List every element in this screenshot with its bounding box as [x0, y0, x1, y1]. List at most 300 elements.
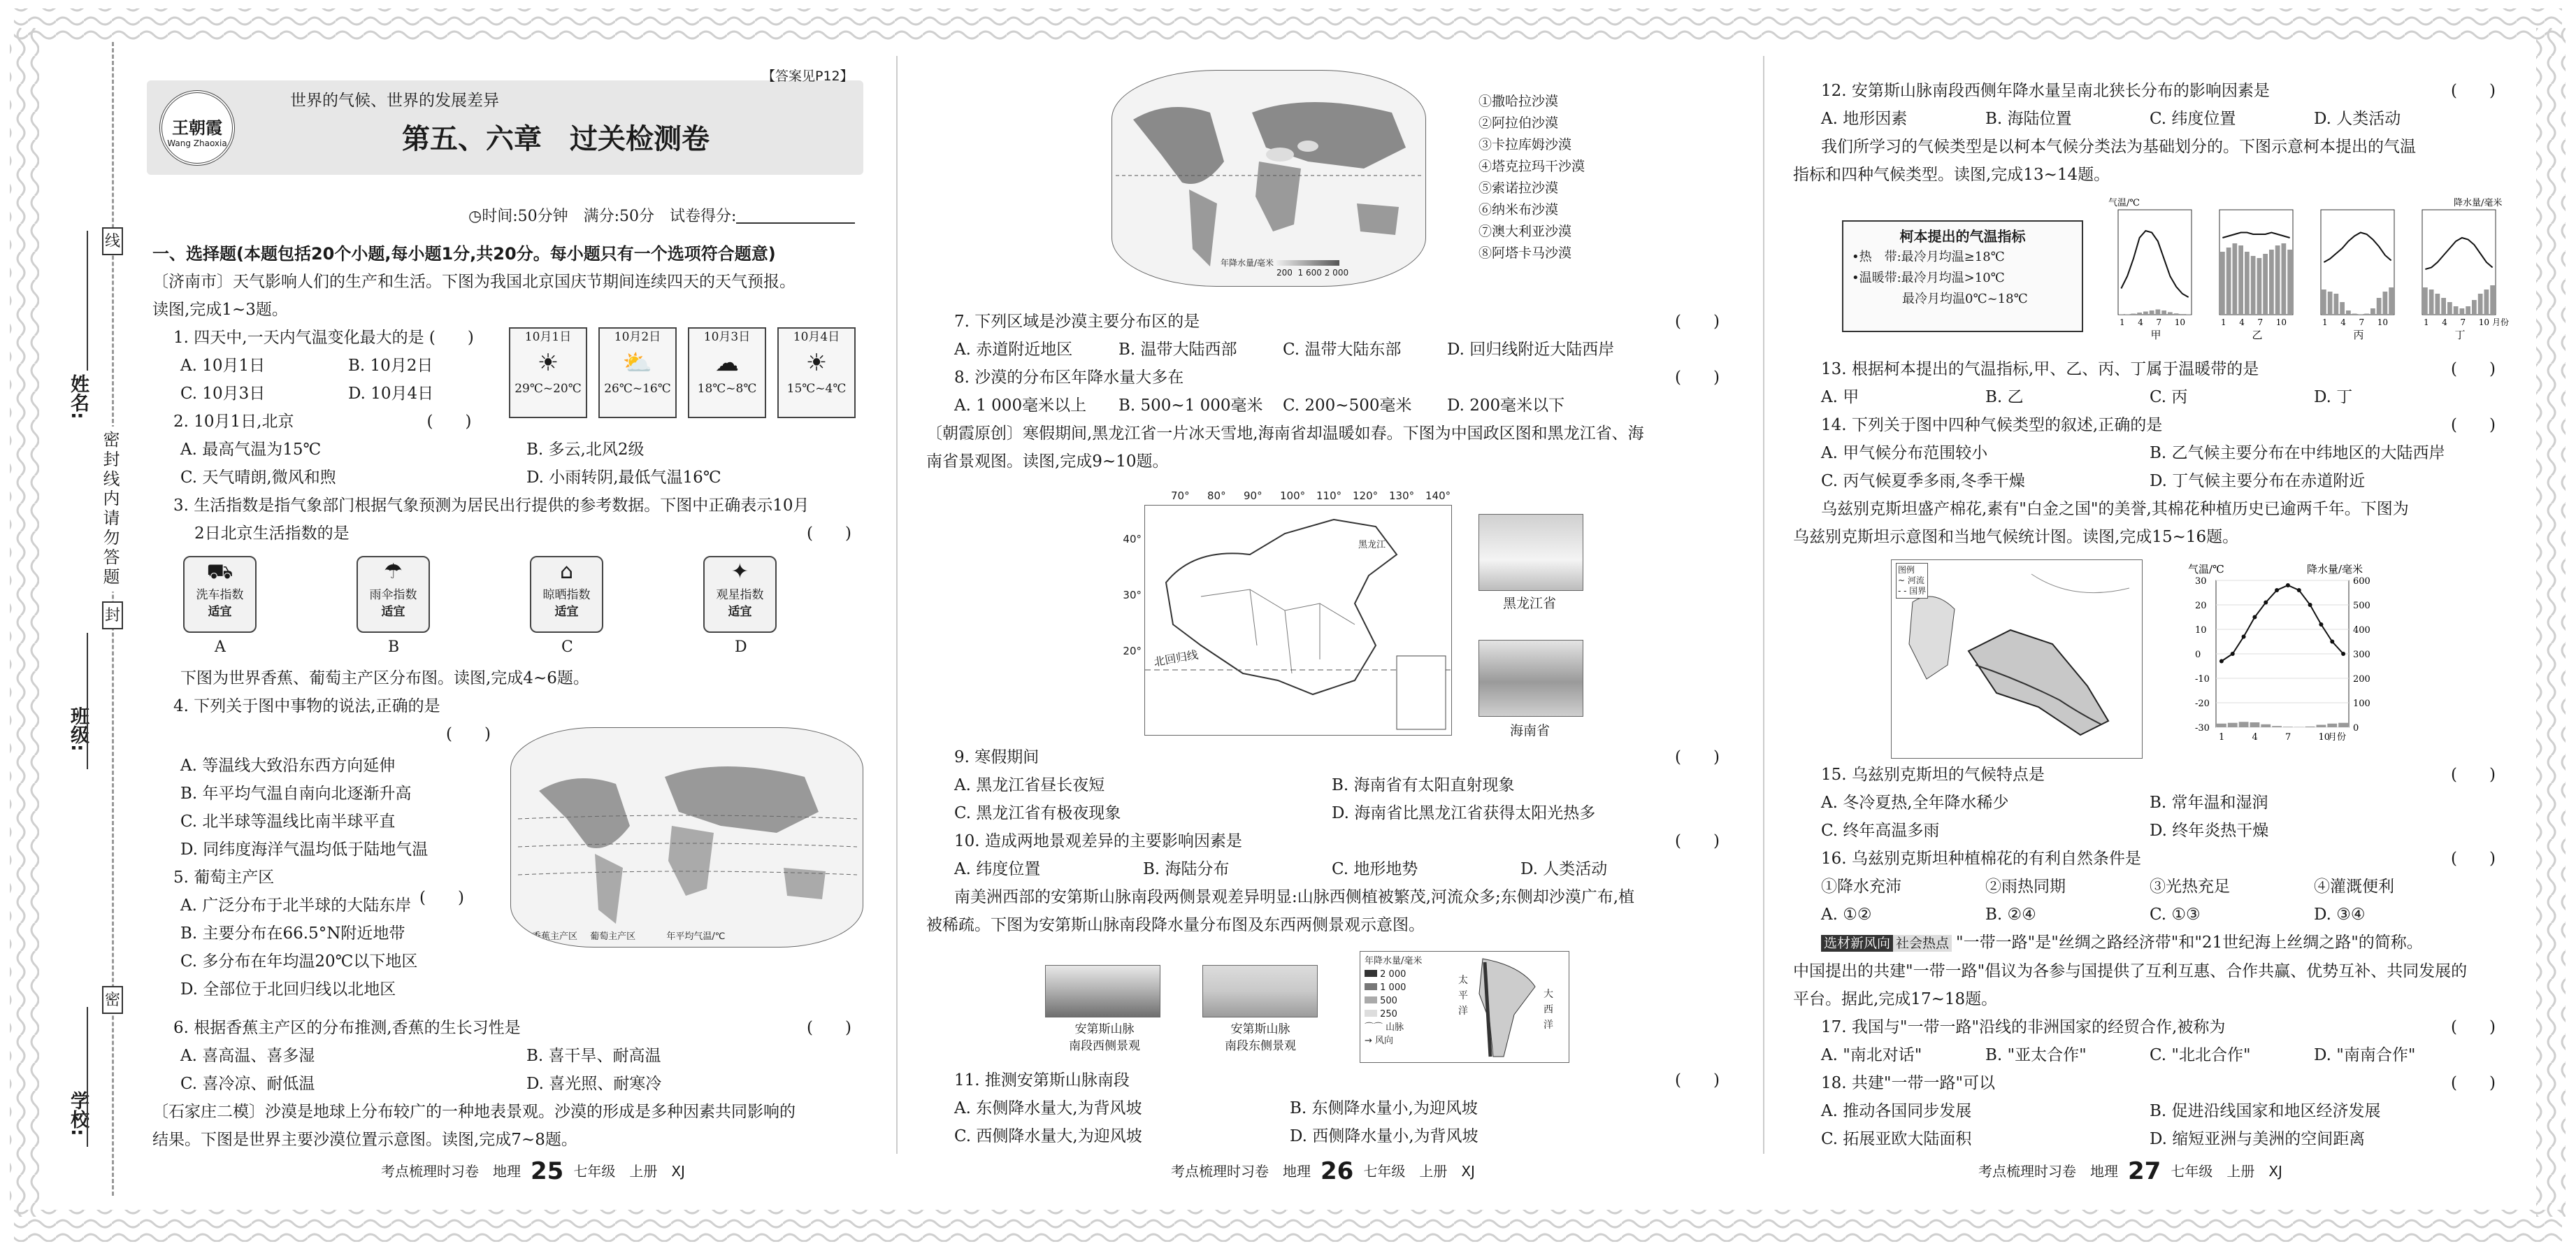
climate-chart: [2118, 210, 2192, 341]
column-divider: [896, 56, 898, 1154]
forecast-card: [509, 327, 587, 418]
option[interactable]: C. 北半球等温线比南半球平直: [180, 813, 396, 831]
footer-left: 考点梳理时习卷 地理: [1978, 1163, 2118, 1180]
hlj-photo: [1478, 514, 1583, 591]
uz-month-tick: 10: [2318, 732, 2331, 743]
option[interactable]: B. 促进沿线国家和地区经济发展: [2150, 1102, 2381, 1120]
question-11: 11. 推测安第斯山脉南段: [954, 1071, 1130, 1089]
question-7: 7. 下列区域是沙漠主要分布区的是: [954, 313, 1200, 331]
climate-charts-svg: [2104, 196, 2524, 343]
option[interactable]: A. 纬度位置: [954, 860, 1041, 878]
climate-name: 丙: [2353, 329, 2364, 341]
life-index-name: 洗车指数: [196, 588, 244, 602]
ocean-char: 洋: [1458, 1006, 1468, 1017]
question-8: 8. 沙漠的分布区年降水量大多在: [954, 369, 1184, 387]
answer-paren[interactable]: ( ): [1675, 832, 1720, 850]
precip-bar: [2334, 294, 2339, 315]
andes-west-caption: [1052, 1021, 1157, 1055]
uz-legend-item: 河流: [1907, 576, 1924, 585]
choice-letter: D: [735, 638, 747, 656]
option[interactable]: D. 同纬度海洋气温均低于陆地气温: [180, 841, 429, 859]
desert-legend-item: ①撒哈拉沙漠: [1478, 94, 1559, 109]
option[interactable]: A. 甲: [1821, 388, 1859, 406]
uz-month-tick: 4: [2252, 732, 2258, 743]
koppen-line: •温暖带:最冷月均温>10℃: [1852, 271, 2005, 285]
answer-paren[interactable]: ( ): [2451, 1018, 2496, 1036]
seal-mark: 密: [102, 986, 123, 1014]
precip-bar: [2460, 308, 2465, 315]
option[interactable]: D. 丁: [2314, 388, 2353, 406]
option[interactable]: B. 500~1 000毫米: [1118, 396, 1263, 415]
precip-bar: [2441, 298, 2446, 315]
uz-precip-tick: 200: [2353, 674, 2370, 685]
score-field[interactable]: [736, 222, 855, 224]
ocean-char: 西: [1544, 1004, 1553, 1015]
option[interactable]: C. 200~500毫米: [1283, 396, 1412, 415]
temp-line: [2425, 238, 2492, 269]
precip-bar: [2131, 314, 2136, 315]
intro-11-12: 南美洲西部的安第斯山脉南段两侧景观差异明显:山脉西侧植被繁茂,河流众多;东侧却沙漠广布,植: [954, 888, 1635, 906]
uz-precip-bar: [2239, 722, 2249, 727]
ocean-char: 大: [1544, 989, 1553, 1000]
option[interactable]: A. 1 000毫米以上: [954, 396, 1087, 415]
uz-temp-tick: -10: [2195, 674, 2210, 685]
latitude-tick: 20°: [1123, 645, 1142, 657]
page-title: 第五、六章 过关检测卷: [402, 123, 710, 155]
uz-precip-tick: 600: [2353, 576, 2370, 587]
longitude-tick: 80°: [1207, 489, 1226, 502]
option[interactable]: D. 全部位于北回归线以北地区: [180, 980, 396, 999]
forecast-temp: 18℃~8℃: [697, 382, 757, 396]
month-unit: 月份: [2492, 317, 2510, 327]
option[interactable]: B. 喜干旱、耐高温: [526, 1047, 661, 1065]
precip-bar: [2251, 256, 2256, 315]
legend-grape: 葡萄主产区: [590, 931, 636, 942]
option[interactable]: D. 10月4日: [348, 385, 434, 403]
precip-bar: [2150, 310, 2154, 315]
option[interactable]: B. 海陆位置: [1985, 110, 2072, 128]
choice-letter: B: [388, 638, 400, 656]
china-political-map: [1123, 489, 1454, 738]
option[interactable]: C. 喜冷凉、耐低温: [180, 1075, 315, 1093]
question-2: 2. 10月1日,北京: [173, 413, 294, 431]
life-index-card[interactable]: [703, 556, 777, 633]
desert-legend-item: ⑦澳大利亚沙漠: [1478, 224, 1572, 239]
longitude-tick: 100°: [1280, 489, 1306, 502]
precip-bar: [2377, 298, 2382, 315]
scale-value: 200: [1276, 268, 1293, 278]
name-field[interactable]: [87, 231, 88, 371]
precip-bar: [2143, 312, 2148, 315]
rain-legend-label: 风向: [1375, 1036, 1394, 1046]
q4-q5-options: [173, 752, 516, 1003]
answer-paren[interactable]: ( ): [1675, 369, 1720, 387]
rain-legend: 年降水量/毫米 2 000 1 000 500 250 ⌒⌒ 山脉 → 风向: [1365, 956, 1423, 1046]
precip-bar: [2186, 314, 2191, 315]
month-tick: 10: [2377, 317, 2389, 327]
life-index-name: 观星指数: [716, 588, 764, 602]
answer-paren[interactable]: ( ): [2451, 82, 2496, 100]
month-tick: 7: [2156, 317, 2162, 327]
question-12: 12. 安第斯山脉南段西侧年降水量呈南北狭长分布的影响因素是: [1821, 82, 2270, 100]
answer-paren[interactable]: ( ): [2451, 360, 2496, 378]
option[interactable]: C. 丙气候夏季多雨,冬季干燥: [1821, 472, 2025, 490]
answer-paren[interactable]: ( ): [429, 329, 474, 347]
desert-legend-item: ⑥纳米布沙漠: [1478, 202, 1559, 217]
life-index-value: 适宜: [381, 605, 405, 619]
option[interactable]: A. 喜高温、喜多湿: [180, 1047, 315, 1065]
precip-bar: [2245, 252, 2250, 315]
logo-sub: Wang Zhaoxia: [167, 138, 227, 148]
precip-bar: [2238, 245, 2243, 315]
scale-title: 年降水量/毫米: [1221, 258, 1274, 268]
page-25-body: [152, 240, 872, 324]
option[interactable]: A. 冬冷夏热,全年降水稀少: [1821, 794, 2009, 812]
logo-text: 王朝霞: [172, 117, 222, 138]
option[interactable]: B. 常年温和湿润: [2150, 794, 2268, 812]
answer-paren[interactable]: ( ): [419, 889, 464, 907]
class-label: 班级:: [67, 706, 89, 752]
precip-bar: [2472, 300, 2477, 315]
precip-bar: [2233, 243, 2238, 315]
forecast-card: [777, 327, 856, 418]
precip-bar: [2174, 313, 2179, 315]
question-3: 3. 生活指数是指气象部门根据气象预测为居民出行提供的参考数据。下图中正确表示10月: [173, 496, 810, 515]
option[interactable]: D. 海南省比黑龙江省获得太阳光热多: [1332, 804, 1596, 822]
ocean-char: 洋: [1544, 1020, 1553, 1031]
page-26-body: [926, 308, 1741, 476]
longitude-labels: [1171, 489, 1451, 505]
answer-paren[interactable]: ( ): [2451, 766, 2496, 784]
answer-paren[interactable]: ( ): [446, 725, 491, 743]
seal-mark: 封: [102, 601, 123, 629]
uz-temp-tick: 30: [2195, 576, 2207, 587]
precip-bar: [2269, 250, 2274, 315]
option[interactable]: B. 年平均气温自南向北逐渐升高: [180, 785, 412, 803]
longitude-tick: 90°: [1244, 489, 1262, 502]
temp-line: [2222, 233, 2289, 238]
option[interactable]: B. 主要分布在66.5°N附近地带: [180, 924, 405, 943]
precip-bar: [2119, 314, 2124, 315]
uz-map-svg: [1892, 560, 2143, 759]
hlj-map-label: 黑龙江: [1358, 540, 1386, 550]
q6-block: [152, 1014, 872, 1154]
life-index-card[interactable]: [183, 556, 257, 633]
uz-precip-bar: [2217, 724, 2226, 727]
option[interactable]: C. 西侧降水量大,为迎风坡: [954, 1127, 1142, 1145]
ocean-atlantic: [1544, 987, 1553, 1033]
q1-q2-block: [152, 324, 516, 436]
option[interactable]: A. 地形因素: [1821, 110, 1908, 128]
option[interactable]: B. 乙气候主要分布在中纬地区的大陆西岸: [2150, 444, 2445, 462]
option[interactable]: D. "南南合作": [2314, 1046, 2416, 1064]
footer-right: 七年级 上册 XJ: [573, 1163, 685, 1180]
option[interactable]: A. ①②: [1821, 906, 1872, 924]
month-tick: 7: [2460, 317, 2466, 327]
answer-paren[interactable]: ( ): [2451, 850, 2496, 868]
andes-east-caption: [1208, 1021, 1313, 1055]
precip-bar: [2226, 248, 2231, 315]
rain-legend-label: 山脉: [1386, 1022, 1404, 1033]
option[interactable]: D. 200毫米以下: [1447, 396, 1565, 415]
uz-precip-tick: 400: [2353, 625, 2370, 636]
page-number: 25: [531, 1157, 564, 1185]
precip-bar: [2137, 313, 2142, 315]
page-footer: [1978, 1157, 2282, 1185]
longitude-tick: 130°: [1389, 489, 1415, 502]
life-icon: ✦: [731, 559, 749, 584]
statement: ①降水充沛: [1821, 878, 1901, 896]
month-tick: 10: [2478, 317, 2490, 327]
option[interactable]: B. "亚太合作": [1985, 1046, 2087, 1064]
life-icon: ☂: [384, 559, 403, 584]
china-map-svg: [1145, 506, 1452, 736]
option[interactable]: A. 10月1日: [180, 357, 266, 375]
life-index-card[interactable]: [530, 556, 603, 633]
uz-temp-tick: -30: [2195, 723, 2210, 734]
scale-value: 1 600: [1297, 268, 1322, 278]
intro-13-14b: 指标和四种气候类型。读图,完成13~14题。: [1793, 166, 2110, 184]
option[interactable]: B. 海陆分布: [1143, 860, 1230, 878]
option[interactable]: D. 人类活动: [2314, 110, 2401, 128]
answer-paren[interactable]: ( ): [1675, 313, 1720, 331]
precip-bar: [2364, 314, 2369, 315]
uz-precip-bar: [2338, 723, 2348, 727]
intro-7-8: 〔石家庄二模〕沙漠是地球上分布较广的一种地表景观。沙漠的形成是多种因素共同影响的: [152, 1103, 796, 1121]
option[interactable]: B. 温带大陆西部: [1118, 341, 1237, 359]
precip-axis-label: 降水量/毫米: [2454, 198, 2503, 208]
precip-bar: [2168, 312, 2173, 315]
question-6: 6. 根据香蕉主产区的分布推测,香蕉的生长习性是: [173, 1019, 521, 1037]
option[interactable]: B. ②④: [1985, 906, 2036, 924]
intro-17-18b: 中国提出的共建"一带一路"倡议为各参与国提供了互利互惠、合作共赢、优势互补、共同发展的: [1793, 962, 2468, 980]
intro-17-18: "一带一路"是"丝绸之路经济带"和"21世纪海上丝绸之路"的简称。: [1956, 934, 2423, 952]
option[interactable]: C. 多分布在年均温20℃以下地区: [180, 952, 418, 971]
option[interactable]: A. 赤道附近地区: [954, 341, 1073, 359]
intro-7-8b: 结果。下图是世界主要沙漠位置示意图。读图,完成7~8题。: [152, 1131, 577, 1149]
forecast-temp: 15℃~4℃: [786, 382, 847, 396]
option[interactable]: B. 海南省有太阳直射现象: [1332, 776, 1515, 794]
rain-legend-title: 年降水量/毫米: [1365, 956, 1423, 966]
precip-bar: [2389, 287, 2394, 315]
option[interactable]: D. 缩短亚洲与美洲的空间距离: [2150, 1130, 2366, 1148]
forecast-card: [598, 327, 677, 418]
option[interactable]: B. 东侧降水量小,为迎风坡: [1290, 1099, 1478, 1117]
intro-15-16b: 乌兹别克斯坦示意图和当地气候统计图。读图,完成15~16题。: [1793, 528, 2239, 546]
precip-bar: [2180, 314, 2185, 315]
option[interactable]: C. "北北合作": [2150, 1046, 2251, 1064]
climate-chart: [2219, 210, 2293, 341]
option[interactable]: A. 东侧降水量大,为背风坡: [954, 1099, 1142, 1117]
desert-legend-item: ③卡拉库姆沙漠: [1478, 137, 1572, 152]
answer-paren[interactable]: ( ): [807, 1019, 851, 1037]
life-icon: ⛟: [206, 559, 233, 584]
intro-11-12b: 被稀疏。下图为安第斯山脉南段降水量分布图及东西两侧景观示意图。: [926, 916, 1425, 934]
rain-value: 2 000: [1380, 969, 1406, 980]
option[interactable]: C. ①③: [2150, 906, 2201, 924]
option[interactable]: C. 黑龙江省有极夜现象: [954, 804, 1121, 822]
banana-grape-world-map: [510, 727, 863, 948]
answer-paren[interactable]: ( ): [1675, 748, 1720, 766]
option[interactable]: A. "南北对话": [1821, 1046, 1922, 1064]
option[interactable]: A. 等温线大致沿东西方向延伸: [180, 757, 396, 775]
china-map-frame: [1144, 505, 1452, 736]
uz-temp-label: 气温/℃: [2188, 563, 2224, 576]
option[interactable]: D. 人类活动: [1520, 860, 1608, 878]
climate-name: 甲: [2150, 329, 2161, 341]
option[interactable]: C. 丙: [2150, 388, 2188, 406]
exam-meta: [468, 204, 855, 226]
ocean-char: 太: [1458, 975, 1468, 986]
life-index-value: 适宜: [554, 605, 579, 619]
uz-precip-tick: 500: [2353, 601, 2370, 611]
koppen-line: 最冷月均温0℃~18℃: [1902, 292, 2028, 306]
seal-mark: 线: [102, 227, 123, 255]
column-divider: [1763, 56, 1764, 1154]
class-field[interactable]: [87, 633, 88, 769]
scale-bar: [1221, 258, 1348, 278]
question-13: 13. 根据柯本提出的气温指标,甲、乙、丙、丁属于温暖带的是: [1821, 360, 2259, 378]
desert-legend-item: ⑧阿塔卡马沙漠: [1478, 245, 1572, 261]
month-tick: 1: [2120, 317, 2125, 327]
page-number: 27: [2128, 1157, 2161, 1185]
option[interactable]: D. 小雨转阴,最低气温16℃: [526, 469, 721, 487]
climate-chart: [2321, 210, 2394, 341]
forecast-date: 10月1日: [524, 330, 572, 344]
page-footer: [381, 1157, 685, 1185]
precip-bar: [2257, 258, 2262, 315]
option[interactable]: D. ③④: [2314, 906, 2366, 924]
temp-line: [2121, 231, 2188, 297]
answer-paren[interactable]: ( ): [807, 524, 851, 543]
month-tick: 4: [2138, 317, 2143, 327]
uz-temp-tick: -20: [2195, 699, 2210, 709]
intro-9-10b: 南省景观图。读图,完成9~10题。: [926, 452, 1169, 471]
uz-temp-tick: 20: [2195, 601, 2207, 611]
hn-caption: 海南省: [1510, 723, 1550, 738]
uz-temp-line: [2222, 585, 2343, 662]
footer-left: 考点梳理时习卷 地理: [381, 1163, 521, 1180]
precip-bar: [2352, 314, 2357, 315]
precip-bar: [2220, 252, 2225, 315]
andes-west-photo: [1045, 965, 1160, 1017]
answer-paren[interactable]: ( ): [2451, 1074, 2496, 1092]
option[interactable]: C. 拓展亚欧大陆面积: [1821, 1130, 1972, 1148]
weather-icon: ☀: [805, 349, 828, 377]
option[interactable]: A. 甲气候分布范围较小: [1821, 444, 1988, 462]
climate-name: 乙: [2252, 329, 2263, 341]
longitude-tick: 120°: [1353, 489, 1379, 502]
option[interactable]: D. 西侧降水量小,为背风坡: [1290, 1127, 1478, 1145]
ocean-pacific: [1458, 973, 1468, 1019]
caption-line: 安第斯山脉: [1230, 1022, 1290, 1036]
option[interactable]: A. 广泛分布于北半球的大陆东岸: [180, 896, 412, 915]
uz-precip-bar: [2317, 725, 2326, 728]
forecast-date: 10月2日: [614, 330, 661, 344]
option[interactable]: C. 天气晴朗,微风和煦: [180, 469, 336, 487]
option[interactable]: B. 乙: [1985, 388, 2024, 406]
intro-4-6-text: 下图为世界香蕉、葡萄主产区分布图。读图,完成4~6题。: [180, 669, 589, 687]
precip-bar: [2466, 306, 2470, 315]
intro-13-14: 我们所学习的气候类型是以柯本气候分类法为基础划分的。下图示意柯本提出的气温: [1821, 138, 2416, 156]
option[interactable]: D. 丁气候主要分布在赤道附近: [2150, 472, 2366, 490]
name-label: 姓名:: [67, 374, 89, 420]
option[interactable]: D. 喜光照、耐寒冷: [526, 1075, 662, 1093]
longitude-tick: 70°: [1171, 489, 1190, 502]
option[interactable]: C. 地形地势: [1332, 860, 1418, 878]
month-tick: 7: [2257, 317, 2264, 327]
question-16: 16. 乌兹别克斯坦种植棉花的有利自然条件是: [1821, 850, 2141, 868]
logo: [159, 90, 235, 166]
option[interactable]: A. 推动各国同步发展: [1821, 1102, 1972, 1120]
weather-icon: ⛅: [622, 349, 653, 377]
q2-options: [152, 436, 872, 492]
option[interactable]: D. 回归线附近大陆西岸: [1447, 341, 1615, 359]
footer-right: 七年级 上册 XJ: [2171, 1163, 2282, 1180]
forecast-temp: 26℃~16℃: [604, 382, 671, 396]
precip-bar: [2423, 287, 2428, 315]
life-index-row: [183, 556, 812, 661]
q11-block: [926, 1066, 1741, 1150]
koppen-line: •热 带:最冷月均温≥18℃: [1852, 250, 2005, 264]
life-index-card[interactable]: [357, 556, 430, 633]
precip-bar: [2490, 285, 2495, 315]
uz-precip-bar: [2272, 726, 2282, 727]
option[interactable]: D. 终年炎热干燥: [2150, 822, 2269, 840]
option[interactable]: B. 10月2日: [348, 357, 433, 375]
page-number: 26: [1321, 1157, 1354, 1185]
q15-q16-block: [1793, 761, 2517, 1153]
temp-line: [2324, 233, 2391, 263]
question-3b: 2日北京生活指数的是: [194, 524, 350, 543]
temp-axis-label: 气温/℃: [2108, 198, 2140, 208]
climate-name: 丁: [2454, 329, 2466, 341]
uz-chart-svg: [2188, 563, 2398, 759]
option[interactable]: C. 10月3日: [180, 385, 266, 403]
q3-block: [152, 492, 872, 548]
climate-chart: [2422, 210, 2496, 341]
precip-bar: [2346, 310, 2351, 315]
option[interactable]: C. 终年高温多雨: [1821, 822, 1940, 840]
question-15: 15. 乌兹别克斯坦的气候特点是: [1821, 766, 2045, 784]
answer-paren[interactable]: ( ): [1675, 1071, 1720, 1089]
precip-bar: [2454, 306, 2459, 315]
school-label: 学校:: [67, 1091, 89, 1136]
answer-paren[interactable]: ( ): [426, 413, 472, 431]
month-tick: 10: [2174, 317, 2186, 327]
scale-value: 2 000: [1324, 268, 1349, 278]
option[interactable]: A. 最高气温为15℃: [180, 441, 322, 459]
footer-left: 考点梳理时习卷 地理: [1171, 1163, 1311, 1180]
latitude-tick: 40°: [1123, 533, 1142, 545]
exam-meta-text: 时间:50分钟 满分:50分 试卷得分:: [482, 208, 737, 225]
statement: ②雨热同期: [1985, 878, 2066, 896]
desert-world-map: [1111, 70, 1426, 287]
uz-precip-bar: [2250, 722, 2260, 727]
option[interactable]: C. 纬度位置: [2150, 110, 2236, 128]
month-tick: 4: [2442, 317, 2447, 327]
uz-precip-bar: [2261, 724, 2271, 727]
option[interactable]: C. 温带大陆东部: [1283, 341, 1402, 359]
option[interactable]: B. 多云,北风2级: [526, 441, 645, 459]
school-field[interactable]: [87, 1007, 88, 1147]
weather-icon: ☀: [537, 349, 559, 377]
hot-tag-2: 社会热点: [1893, 935, 1952, 952]
option[interactable]: A. 黑龙江省昼长夜短: [954, 776, 1105, 794]
answer-paren[interactable]: ( ): [2451, 416, 2496, 434]
weather-icon: ☁: [715, 349, 739, 377]
clock-icon: ◷: [468, 208, 482, 225]
